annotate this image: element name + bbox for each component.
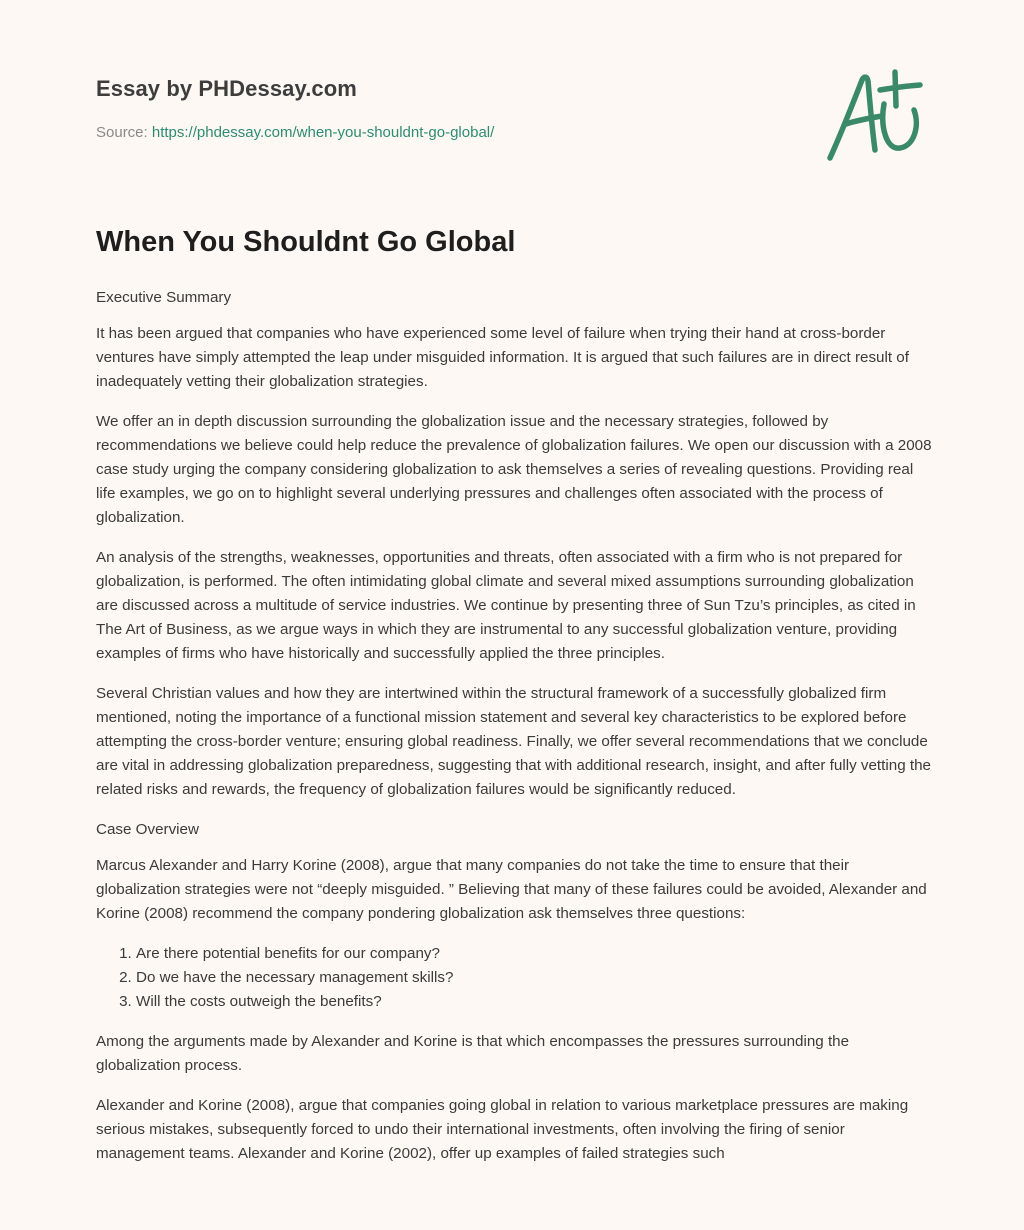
paragraph: Several Christian values and how they are intertwined within the structural framework of a successfully globalized firm mentioned, noting the importance of a functional mission statement and several key characteristics to be explored before attempting the cross-border venture; ensuring global readiness. Finally, we offer several recommendations that we conclude are vital in addressing globalization preparedness, suggesting that with additional research, insight, and after fully vetting the related risks and rewards, the frequency of globalization failures would be significantly reduced.	[96, 685, 931, 798]
paragraph: Alexander and Korine (2008), argue that companies going global in relation to various marketplace pressures are making serious mistakes, subsequently forced to undo their international investments, often involving the firing of senior management teams. Alexander and Korine (2002), offer up examples of failed strategies such	[96, 1097, 909, 1162]
paragraph: It has been argued that companies who have experienced some level of failure when trying their hand at cross-border ventures have simply attempted the leap under misguided information. It is argued that such failures are in direct result of inadequately vetting their globalization strategies.	[96, 325, 909, 390]
list-item: 3. Will the costs outweigh the benefits?	[136, 990, 934, 1014]
section-heading-case-overview: Case Overview	[96, 821, 199, 838]
paragraph: We offer an in depth discussion surrounding the globalization issue and the necessary strategies, followed by recommendations we believe could help reduce the prevalence of globalization failures. We open our discussion with a 2008 case study urging the company considering globalization to ask themselves a series of revealing questions. Providing real life examples, we go on to highlight several underlying pressures and challenges often associated with the process of globalization.	[96, 413, 932, 526]
brand-name: Essay by PHDessay.com	[96, 76, 357, 101]
paragraph: An analysis of the strengths, weaknesses, opportunities and threats, often associated with a firm who is not prepared for globalization, is performed. The often intimidating global climate and several mixed assumptions surrounding globalization are discussed across a multitude of service industries. We continue by presenting three of Sun Tzu’s principles, as cited in The Art of Business, as we argue ways in which they are instrumental to any successful globalization venture, providing examples of firms who have historically and successfully applied the three principles.	[96, 549, 916, 662]
paragraph: Among the arguments made by Alexander and Korine is that which encompasses the pressures surrounding the globalization process.	[96, 1033, 850, 1074]
section-heading-executive-summary: Executive Summary	[96, 289, 232, 306]
list-item: 2. Do we have the necessary management skills?	[136, 966, 934, 990]
source-line	[96, 124, 494, 141]
source-link[interactable]: https://phdessay.com/when-you-shouldnt-go-global/	[151, 124, 495, 141]
essay-page	[96, 0, 934, 1230]
paragraph: Marcus Alexander and Harry Korine (2008), argue that many companies do not take the time to ensure that their globalization strategies were not “deeply misguided. ” Believing that many of these failures could be avoided, Alexander and Korine (2008) recommend the company pondering globalization ask themselves three questions:	[96, 857, 927, 922]
a-plus-grade-icon	[824, 66, 924, 166]
document-body	[96, 286, 934, 1182]
list-item: 1. Are there potential benefits for our company?	[136, 942, 934, 966]
source-label: Source:	[96, 124, 148, 141]
questions-list	[96, 942, 934, 1014]
document-title: When You Shouldnt Go Global	[96, 226, 516, 258]
